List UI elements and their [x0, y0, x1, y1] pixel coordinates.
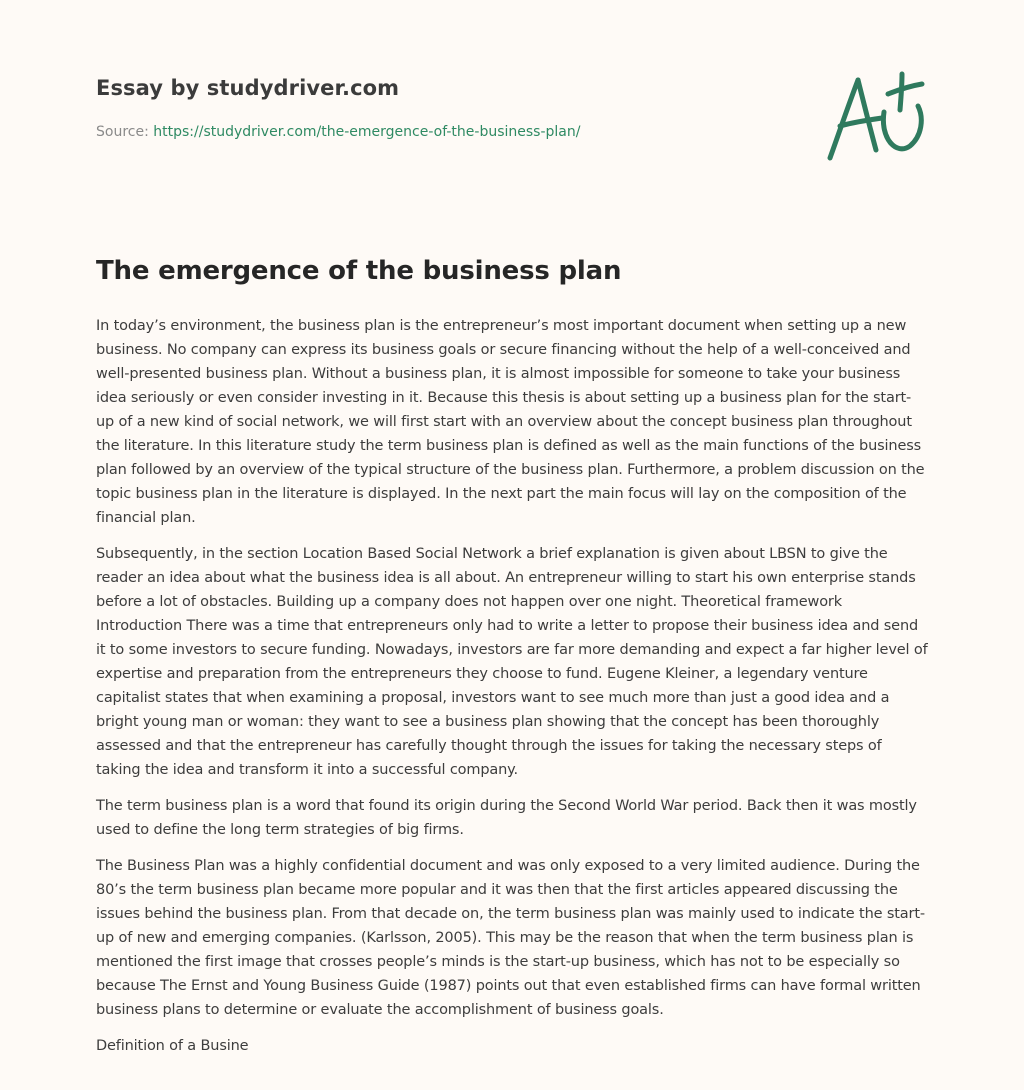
a-plus-grade-icon [820, 66, 930, 166]
paragraph: The term business plan is a word that found its origin during the Second World War period. Back then it was mostly used to define the long term strategies of big firms. [96, 798, 917, 838]
paragraph: In today’s environment, the business plan is the entrepreneur’s most important document when setting up a new business. No company can express its business goals or secure financing without the help of a well-conceived and well-presented business plan. Without a business plan, it is almost impossible for someone to take your business idea seriously or even consider investing in it. Because this thesis is about setting up a business plan for the start-up of a new kind of social network, we will first start with an overview about the concept business plan throughout the literature. In this literature study the term business plan is defined as well as the main functions of the business plan followed by an overview of the typical structure of the business plan. Furthermore, a problem discussion on the topic business plan in the literature is displayed. In the next part the main focus will lay on the composition of the financial plan. [96, 318, 925, 526]
article-body [96, 314, 928, 1070]
paragraph: Subsequently, in the section Location Based Social Network a brief explanation is given about LBSN to give the reader an idea about what the business idea is all about. An entrepreneur willing to start his own enterprise stands before a lot of obstacles. Building up a company does not happen over one night. Theoretical framework Introduction There was a time that entrepreneurs only had to write a letter to propose their business idea and send it to some investors to secure funding. Nowadays, investors are far more demanding and expect a far higher level of expertise and preparation from the entrepreneurs they choose to fund. Eugene Kleiner, a legendary venture capitalist states that when examining a proposal, investors want to see much more than just a good idea and a bright young man or woman: they want to see a business plan showing that the concept has been thoroughly assessed and that the entrepreneur has carefully thought through the issues for taking the necessary steps of taking the idea and transform it into a successful company. [96, 546, 928, 778]
source-link[interactable]: https://studydriver.com/the-emergence-of-the-business-plan/ [153, 124, 581, 140]
page-title: The emergence of the business plan [96, 256, 622, 286]
brand-heading: Essay by studydriver.com [96, 76, 400, 100]
source-line [96, 124, 580, 140]
paragraph: The Business Plan was a highly confidential document and was only exposed to a very limited audience. During the 80’s the term business plan became more popular and it was then that the first articles appeared discussing the issues behind the business plan. From that decade on, the term business plan was mainly used to indicate the start-up of new and emerging companies. (Karlsson, 2005). This may be the reason that when the term business plan is mentioned the first image that crosses people’s minds is the start-up business, which has not to be especially so because The Ernst and Young Business Guide (1987) points out that even established firms can have formal written business plans to determine or evaluate the accomplishment of business goals. [96, 858, 925, 1018]
paragraph-truncated: Definition of a Busine [96, 1038, 249, 1054]
source-label: Source: [96, 124, 149, 140]
